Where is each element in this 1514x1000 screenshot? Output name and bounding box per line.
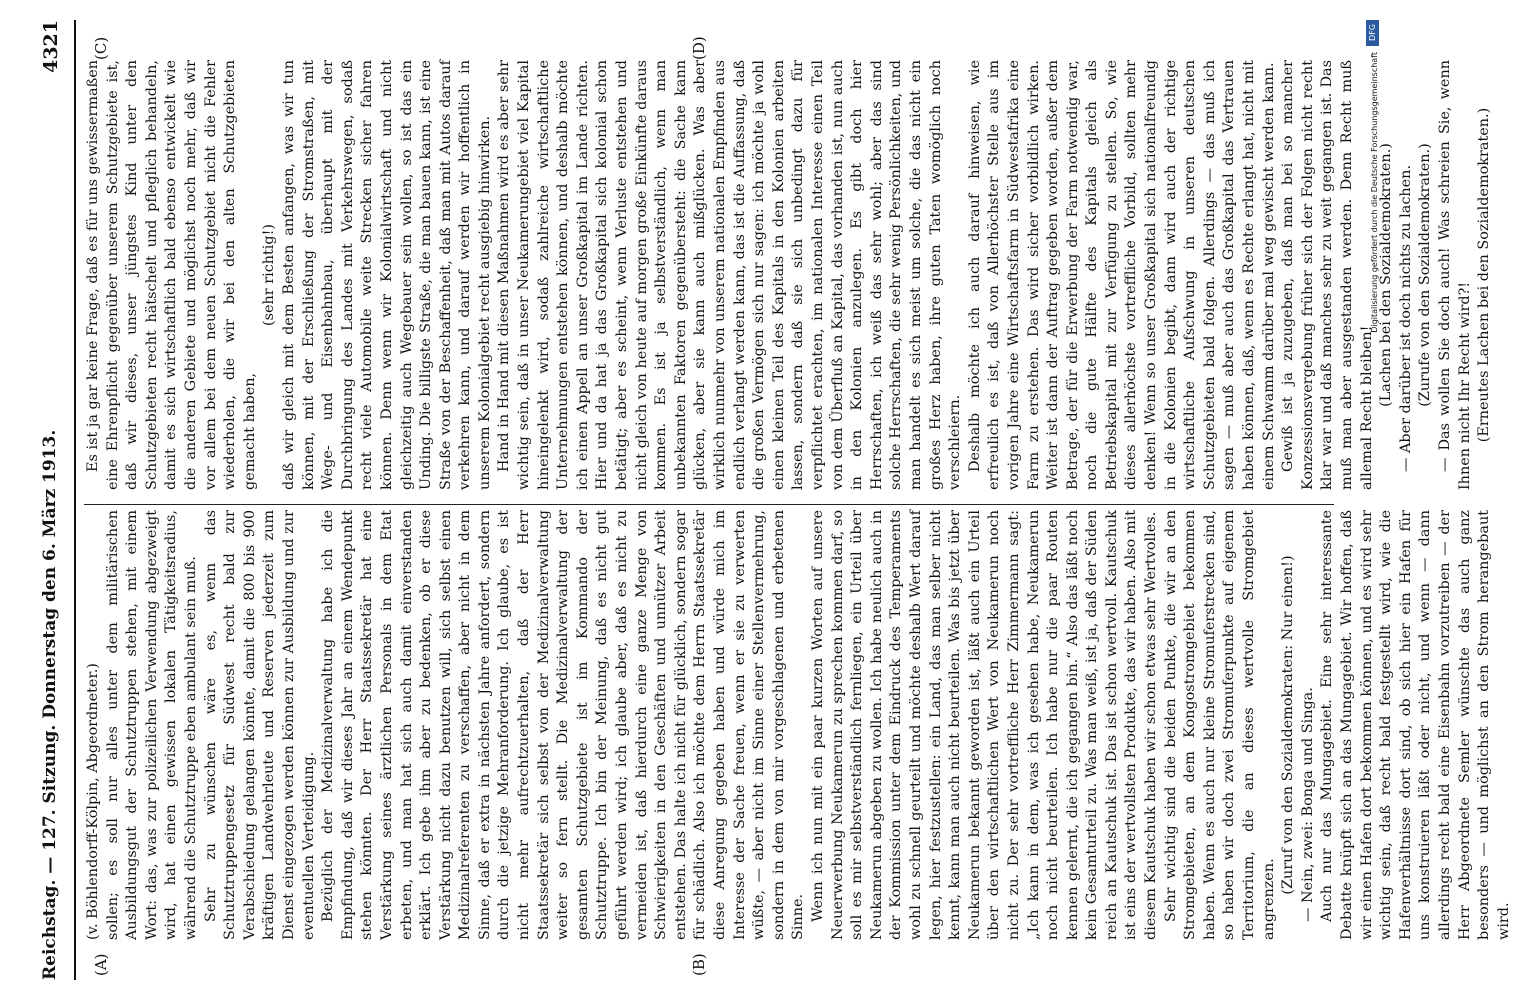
margin-letter-a: (A) bbox=[92, 953, 110, 976]
paragraph: Auch nur das Mungagebiet. Eine sehr interessante Debatte knüpft sich an das Mungagebiet. Wir hoffen, daß wir einen Hafen dort bekommen können, und es wird sehr wichtig sein, daß recht bald festgestellt wird, wie die Hafenverhältnisse dort sind, ob sich hier ein Hafen für uns konstruieren läßt oder nicht, und wenn — dann allerdings recht bald eine Eisenbahn vorzutreiben — der Herr Abgeordnete Semler wünschte das auch ganz besonders — und möglichst an den Strom herangebaut wird. bbox=[1319, 510, 1512, 940]
paragraph: — Nein, zwei: Bonga und Singa. bbox=[1299, 687, 1316, 922]
header-title: Reichstag. — 127. Sitzung. Donnerstag den 6. März 1913. bbox=[40, 429, 60, 980]
paragraph: Bezüglich der Medizinalverwaltung habe ich die Empfindung, daß wir dieses Jahr an einem Wendepunkt stehen könnten. Der Herr Staatssekretär hat eine Verstärkung seines ärztlichen Personals in dem Etat erbeten, und man hat sich auch damit einverstanden erklärt. Ich gebe ihm aber zu bedenken, ob er diese Verstärkung nicht dazu benutzen will, sich selbst einen Medizinalreferenten zu verschaffen, aber nicht in dem Sinne, daß er extra in nächsten Jahre anfordert, sondern durch die jetzige Mehranforderung. Ich glaube, es ist nicht mehr aufrechtzuerhalten, daß der Herr Staatssekretär sich selbst von der Medizinalverwaltung weiter so fern stellt. Die Medizinalverwaltung der gesamten Schutzgebiete ist im Kommando der Schutztruppe. Ich bin der Meinung, daß es nicht gut geführt werden wird; ich glaube aber, daß es nicht zu vermeiden ist, daß hierdurch eine ganze Menge von Schwierigkeiten in den Geschäften und unnützer Arbeit entstehen. Das halte ich nicht für glücklich, sondern sogar für schädlich. Also ich möchte dem Herrn Staatssekretär diese Anregung gegeben haben und würde mich im Interesse der Sache freuen, wenn er sie zu verwerten wüßte, — aber nicht im Sinne einer Stellenvermehrung, sondern in dem von mir vorgeschlagenen und erbetenen Sinne. bbox=[320, 510, 807, 940]
margin-letter-b: (B) bbox=[690, 953, 708, 976]
paragraph: sollen; es soll nur alles unter dem militärischen Ausbildungsgut der Schutztruppen stehen, mit einem Wort: das, was zur polizeilichen Verwendung abgezweigt wird, hat einen gewissen lokalen Tätigkeitsradius, während die Schutztruppe eben ambulant sein muß. bbox=[104, 510, 199, 940]
interjection: (Lachen bei den Sozialdemokraten.) bbox=[1378, 143, 1395, 407]
interjection: (Zuruf von den Sozialdemokraten: Nur einen!) bbox=[1280, 555, 1297, 895]
paragraph: Es ist ja gar keine Frage, daß es für uns gewissermaßen eine Ehrenpflicht gegenüber unserem Schutzgebiete ist, daß wir dieses, unser jüngstes Kind unter den Schutzgebieten recht hätschelt und pfleglich behandeln, damit es sich wirtschaftlich bald ebenso entwickelt wie die anderen Gebiete und möglichst noch mehr, daß wir vor allem bei dem neuen Schutzgebiet nicht die Fehler wiederholen, die wir bei den alten Schutzgebieten gemacht haben, bbox=[85, 60, 258, 490]
paragraph: daß wir gleich mit dem Besten anfangen, was wir tun können, mit der Erschließung der Stromstraßen, mit Wege- und Eisenbahnbau, überhaupt mit der Durchbringung des Landes mit Verkehrswegen, sodaß recht viele Automobile weite Strecken sicher fahren können. Denn wenn wir Kolonialwirtschaft und nicht gleichzeitig auch Wegebauer sein wollen, so ist das ein Unding. Die billigste Straße, die man bauen kann, ist eine Straße von der Beschaffenheit, daß man mit Autos darauf verkehren kann, und darauf werden wir hoffentlich in unserem Kolonialgebiet recht ausgiebig hinwirken. bbox=[280, 60, 493, 490]
page-header bbox=[18, 20, 76, 980]
paragraph: Gewiß ist ja zuzugeben, daß man bei so mancher Konzessionsvergebung früher sich der Folgen nicht recht klar war und daß manches sehr zu weit gegangen ist. Das muß man aber ausgestanden werden. Denn Recht muß allemal Recht bleiben! bbox=[1280, 60, 1375, 490]
page-number: 4321 bbox=[40, 20, 62, 73]
paragraph: Deshalb möchte ich auch darauf hinweisen, wie erfreulich es ist, daß von Allerhöchster Stelle aus im vorigen Jahre eine Wirtschaftsfarm in Südwestafrika eine Farm zu erstehen. Das wird sicher vorbildlich wirken. Weiter ist dann der Auftrag gegeben worden, außer dem Betrage, der für die Erwerbung der Farm notwendig war, noch die gute Hälfte des Kapitals gleich als Betriebskapital mit zur Verfügung zu stellen. So, wie dieses allerhöchste vortreffliche Vorbild, sollten mehr denken! Wenn so unser Großkapital sich nationalfreundig in die Kolonien begibt, dann wird auch der richtige wirtschaftliche Aufschwung in unseren deutschen Schutzgebieten bald folgen. Allerdings — das muß ich sagen — muß aber auch das Großkapital das Vertrauen haben können, daß, wenn es Rechte erlangt hat, nicht mit einem Schwamm darüber mal weg gewischt werden kann. bbox=[966, 60, 1277, 490]
margin-letter-c: (C) bbox=[92, 36, 110, 60]
left-column bbox=[84, 510, 1512, 940]
paragraph: — Das wollen Sie doch auch! Was schreien Sie, wenn Ihnen nicht Ihr Recht wird?! bbox=[1436, 60, 1473, 490]
speaker-line: (v. Böhlendorff-Kölpin, Abgeordneter.) bbox=[85, 663, 101, 940]
interjection: (Erneutes Lachen bei den Sozialdemokraten.) bbox=[1476, 107, 1493, 443]
dfg-stamp-text: Digitalisierung gefördert durch die Deutsche Forschungsgemeinschaft bbox=[1370, 52, 1379, 333]
interjection: (Zurufe von den Sozialdemokraten.) bbox=[1417, 143, 1434, 407]
paragraph: — Aber darüber ist doch nichts zu lachen. bbox=[1397, 164, 1414, 472]
dfg-logo: DFG bbox=[1366, 20, 1379, 46]
margin-letter-d: (D) bbox=[690, 36, 708, 60]
paragraph: Hand in Hand mit diesen Maßnahmen wird es aber sehr wichtig sein, daß in unser Neukamerungebiet viel Kapital hineingelenkt wird, sodaß zahlreiche wirtschaftliche Unternehmungen entstehen können, und deshalb möchte ich einen Appell an unser Großkapital im Lande richten. Hier und da hat ja das Großkapital sich kolonial schon betätigt; aber es scheint, wenn Verluste entstehen und nicht gleich von heute auf morgen große Einkünfte daraus kommen. Es ist ja selbstverständlich, wenn man unbekannten Faktoren gegenübersteht: die Sache kann glücken, aber sie kann auch mißglücken. Was aber wirklich nunmehr von unserem nationalen Empfinden aus endlich verlangt werden kann, das ist die Auffassung, daß die großen Vermögen sich nur sagen: ich möchte ja wohl einen kleinen Teil des Kapitals in den Kolonien arbeiten lassen, sondern daß sie sich unbedingt dazu für verpflichtet erachten, im nationalen Interesse einen Teil von dem Überfluß an Kapital, das vorhanden ist, nun auch in den Kolonien anzulegen. Es gibt doch hier Herrschaften, ich weiß das sehr wohl; aber das sind solche Herrschaften, die sehr wenig Persönlichkeiten, und man handelt es sich meist um solche, die das nicht ein großes Herz haben, ihre guten Taten womöglich noch verschleiern. bbox=[496, 60, 964, 490]
column-divider bbox=[84, 504, 1334, 505]
paragraph: Sehr wichtig sind die beiden Punkte, die wir an den Stromgebieten, an dem Kongostromgebiet bekommen haben. Wenn es auch nur kleine Stromuferstrecken sind, so haben wir doch zwei Stromuferpunkte auf eigenem Territorium, die an dieses wertvolle Stromgebiet angrenzen. bbox=[1162, 510, 1277, 940]
paragraph: Wenn ich nun mit ein paar kurzen Worten auf unsere Neuerwerbung Neukamerun zu sprechen kommen darf, so soll es mir selbstverständlich fernliegen, ein Urteil über Neukamerun abgeben zu wollen. Ich habe neulich auch in der Kommission unter dem Eindruck des Temperaments wohl zu schnell geurteilt und möchte deshalb Wert darauf legen, hier festzustellen: ein Land, das man selber nicht kennt, kann man auch nicht beurteilen. Was bis jetzt über Neukamerun bekannt geworden ist, läßt auch ein Urteil über den wirtschaftlichen Wert von Neukamerun noch nicht zu. Der sehr vortreffliche Herr Zimmermann sagt: „Ich kann in dem, was ich gesehen habe, Neukamerun noch nicht beurteilen. Ich habe nur die paar Routen kennen gelernt, die ich gegangen bin.“ Also das läßt noch kein Gesamturteil zu. Was man weiß, ist ja, daß der Süden reich an Kautschuk ist. Das ist schon wertvoll. Kautschuk ist eins der wertvollsten Produkte, das wir haben. Also mit diesem Kautschuk haben wir schon etwas sehr Wertvolles. bbox=[809, 510, 1160, 940]
paragraph: Sehr zu wünschen wäre es, wenn das Schutztruppengesetz für Südwest recht bald zur Verabschiedung gelangen könnte, damit die 800 bis 900 kräftigen Landwehrleute und Reserven jederzeit zum Dienst eingezogen werden können zur Ausbildung und zur eventuellen Verteidigung. bbox=[202, 510, 317, 940]
interjection: (sehr richtig!) bbox=[261, 223, 278, 327]
